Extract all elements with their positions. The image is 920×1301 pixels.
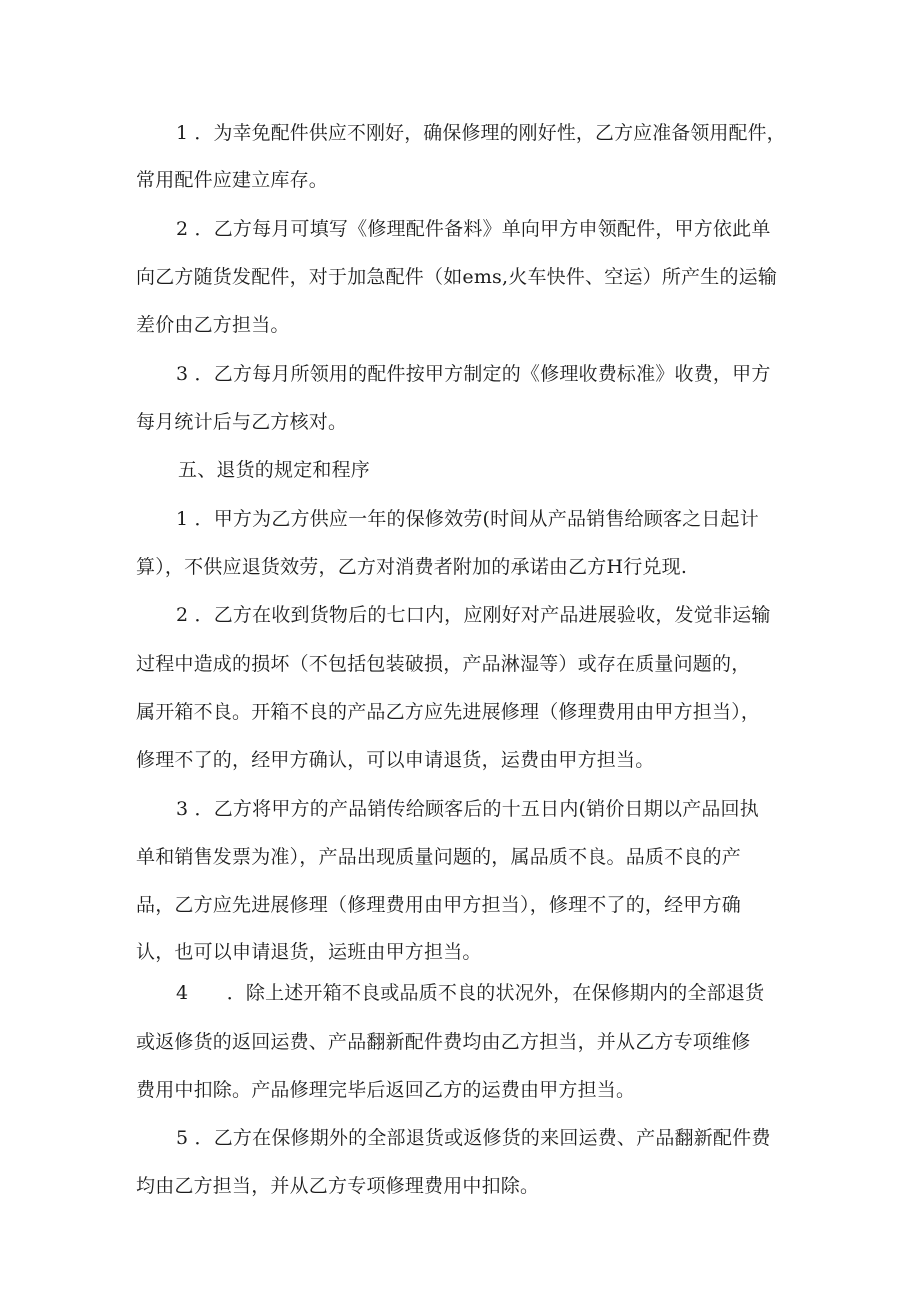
section-heading-text: 五、退货的规定和程序	[178, 459, 371, 481]
text-line-content: 每月统计后与乙方核对。	[136, 411, 348, 433]
text-line-content: 均由乙方担当，并从乙方专项修理费用中扣除。	[136, 1175, 540, 1197]
text-line-content: 2 ．乙方在收到货物后的七口内，应刚好对产品进展验收，发觉非运输	[176, 604, 771, 626]
text-line-content: 1 ．甲方为乙方供应一年的保修效劳(时间从产品销售给顾客之日起计	[176, 508, 759, 530]
text-line-content: 过程中造成的损坏（不包括包装破损，产品淋湿等）或存在质量问题的，	[136, 653, 751, 675]
text-line-content: 向乙方随货发配件，对于加急配件（如ems,火车快件、空运）所产生的运输	[136, 266, 778, 288]
text-line-content: 算），不供应退货效劳，乙方对消费者附加的承诺由乙方H行兑现.	[136, 556, 688, 578]
text-line-content: 3 ．乙方将甲方的产品销传给顾客后的十五日内(销价日期以产品回执	[176, 798, 759, 820]
text-line-content: 3 ．乙方每月所领用的配件按甲方制定的《修理收费标准》收费，甲方	[176, 363, 771, 385]
text-line-content: 或返修货的返回运费、产品翻新配件费均由乙方担当，并从乙方专项维修	[136, 1031, 751, 1053]
text-line-content: 1 ．为幸免配件供应不刚好，确保修理的刚好性，乙方应准备领用配件，	[176, 122, 786, 144]
text-line-content: 2 ．乙方每月可填写《修理配件备料》单向甲方申领配件，甲方依此单	[176, 218, 771, 240]
text-line-content: 常用配件应建立库存。	[136, 169, 329, 191]
text-line-content: 修理不了的，经甲方确认，可以申请退货，运费由甲方担当。	[136, 749, 655, 771]
text-line-content: 品，乙方应先进展修理（修理费用由甲方担当），修理不了的，经甲方确	[136, 894, 741, 916]
text-line-content: 认，也可以申请退货，运班由甲方担当。	[136, 941, 482, 963]
text-line-content: 4 ．除上述开箱不良或品质不良的状况外，在保修期内的全部退货	[176, 982, 765, 1004]
text-line-content: 差价由乙方担当。	[136, 314, 290, 336]
text-line-content: 5 ．乙方在保修期外的全部退货或返修货的来回运费、产品翻新配件费	[176, 1127, 771, 1149]
text-line-content: 费用中扣除。产品修理完毕后返回乙方的运费由甲方担当。	[136, 1079, 636, 1101]
text-line-content: 单和销售发票为准），产品出现质量问题的，属品质不良。品质不良的产	[136, 846, 741, 868]
text-line-content: 属开箱不良。开箱不良的产品乙方应先进展修理（修理费用由甲方担当），	[136, 701, 761, 723]
